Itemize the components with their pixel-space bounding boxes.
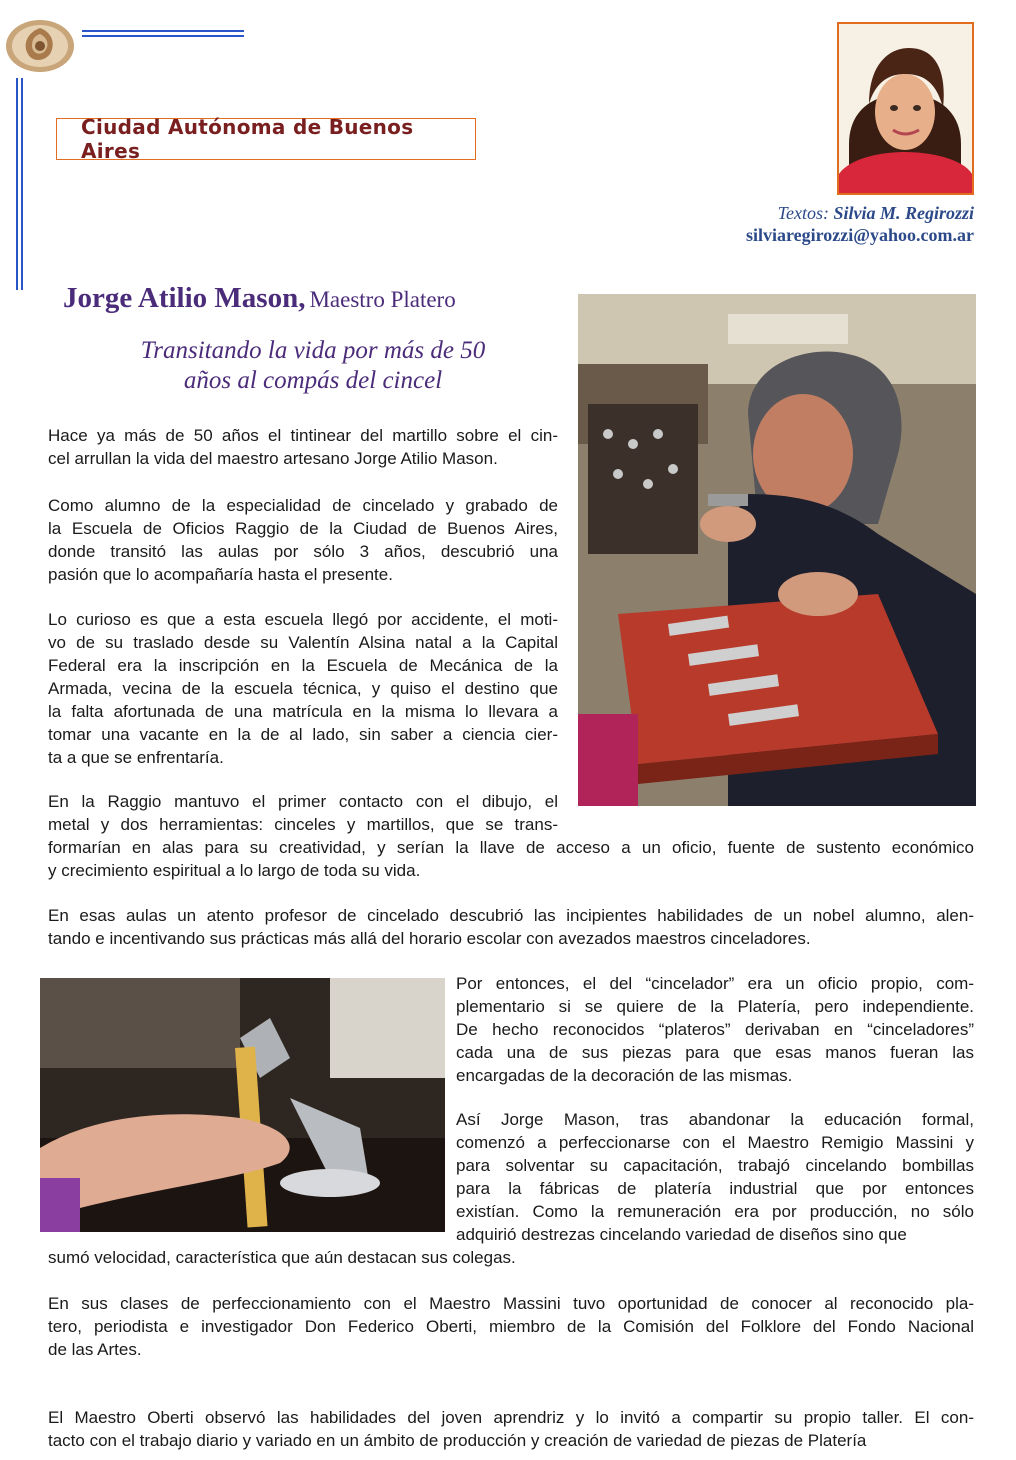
paragraph-2 (48, 494, 558, 586)
subtitle-line: años al compás del cincel (183, 367, 443, 394)
author-portrait (837, 22, 974, 195)
paragraph-9 (48, 1406, 974, 1452)
text-line: formarían en alas para su creatividad, y serían la llave de acceso a un oficio, fuente de sustento económico (48, 838, 974, 857)
text-line: En esas aulas un atento profesor de cincelado descubrió las incipientes habilidades de un nobel alumno, alen- (48, 906, 974, 925)
byline-email[interactable]: silviaregirozzi@yahoo.com.ar (745, 225, 974, 245)
text-line: metal y dos herramientas: cinceles y martillos, que se trans- (48, 815, 558, 834)
byline-label: Textos: (777, 203, 829, 223)
region-label (56, 115, 476, 163)
text-line: adquirió destrezas cincelando variedad de diseños sino que (456, 1225, 907, 1244)
text-line: tando e incentivando sus prácticas más allá del horario escolar con avezados maestros cinceladores. (48, 929, 811, 948)
text-line: tacto con el trabajo diario y variado en un ámbito de producción y creación de variedad de piezas de Platería (48, 1431, 867, 1450)
text-line: ta a que se enfrentaría. (48, 748, 224, 767)
text-line: de las Artes. (48, 1340, 142, 1359)
article-title (63, 282, 456, 315)
text-line: vo de su traslado desde su Valentín Alsina natal a la Capital (48, 633, 558, 652)
region-text: Ciudad Autónoma de Buenos Aires (81, 115, 414, 163)
paragraph-6 (456, 972, 974, 1087)
side-rule-lines (16, 78, 26, 290)
text-line: Federal era la inscripción en la Escuela de Mecánica de la (48, 656, 558, 675)
paragraph-7 (456, 1108, 974, 1246)
text-line: cel arrullan la vida del maestro artesano Jorge Atilio Mason. (48, 449, 498, 468)
text-line: En la Raggio mantuvo el primer contacto con el dibujo, el (48, 792, 558, 811)
text-line: plementario si se quiere de la Platería, pero independiente. (456, 997, 974, 1016)
text-line: pasión que lo acompañaría hasta el presente. (48, 565, 393, 584)
title-name: Jorge Atilio Mason, (63, 282, 306, 314)
text-line: sumó velocidad, característica que aún destacan sus colegas. (48, 1248, 516, 1267)
title-role: Maestro Platero (309, 287, 456, 312)
text-line: encargadas de la decoración de las mismas. (456, 1066, 793, 1085)
text-line: Armada, vecina de la escuela técnica, y quiso el destino que (48, 679, 558, 698)
article-subtitle (68, 336, 558, 396)
subtitle-line: Transitando la vida por más de 50 (140, 337, 486, 364)
paragraph-3 (48, 608, 558, 769)
flower-seal-icon (4, 18, 76, 74)
header-rule-lines (82, 30, 244, 40)
text-line: para solventar su capacitación, trabajó cincelando bombillas (456, 1156, 974, 1175)
text-line: tomar una vacante en la de al lado, sin saber a ciencia cier- (48, 725, 558, 744)
artisan-workshop-photo (578, 294, 976, 806)
paragraph-5 (48, 904, 974, 950)
text-line: Así Jorge Mason, tras abandonar la educación formal, (456, 1110, 974, 1129)
text-line: Lo curioso es que a esta escuela llegó por accidente, el moti- (48, 610, 558, 629)
text-line: comenzó a perfeccionarse con el Maestro Remigio Massini y (456, 1133, 974, 1152)
text-line: donde transitó las aulas por sólo 3 años, descubrió una (48, 542, 558, 561)
text-line: cada una de sus piezas para que esas manos fueran las (456, 1043, 974, 1062)
paragraph-1 (48, 424, 558, 470)
author-byline (746, 202, 974, 246)
text-line: la Escuela de Oficios Raggio de la Ciudad de Buenos Aires, (48, 519, 558, 538)
text-line: para la fábricas de platería industrial que por entonces (456, 1179, 974, 1198)
text-line: De hecho reconocidos “plateros” derivaban en “cinceladores” (456, 1020, 974, 1039)
text-line: Por entonces, el del “cincelador” era un oficio propio, com- (456, 974, 974, 993)
paragraph-8 (48, 1292, 974, 1361)
text-line: y crecimiento espiritual a lo largo de toda su vida. (48, 861, 421, 880)
paragraph-7-end (48, 1246, 974, 1269)
text-line: En sus clases de perfeccionamiento con el Maestro Massini tuvo oportunidad de conocer al reconocido pla- (48, 1294, 974, 1313)
text-line: existían. Como la remuneración era por producción, no sólo (456, 1202, 974, 1221)
byline-author: Silvia M. Regirozzi (833, 203, 974, 223)
text-line: Como alumno de la especialidad de cincelado y grabado de (48, 496, 558, 515)
text-line: El Maestro Oberti observó las habilidades del joven aprendriz y lo invitó a compartir su propio taller. El con- (48, 1408, 974, 1427)
text-line: tero, periodista e investigador Don Federico Oberti, miembro de la Comisión del Folklore del Fondo Nacional (48, 1317, 974, 1336)
chisel-hands-photo (40, 978, 445, 1232)
text-line: la falta afortunada de una matrícula en la misma lo llevara a (48, 702, 558, 721)
paragraph-4 (48, 790, 974, 882)
text-line: Hace ya más de 50 años el tintinear del martillo sobre el cin- (48, 426, 558, 445)
